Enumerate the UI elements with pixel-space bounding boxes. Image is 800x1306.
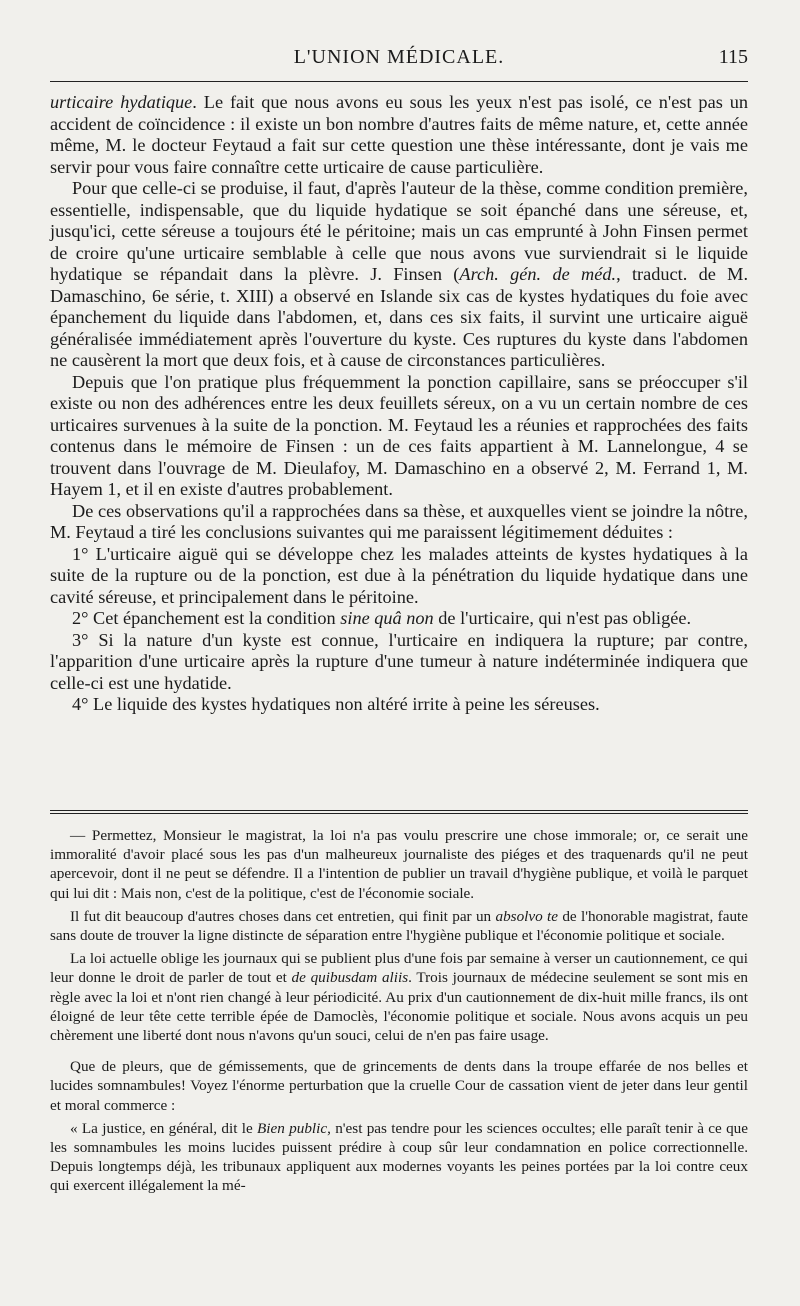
paragraph-text: de l'urticaire, qui n'est pas obligée.	[433, 608, 692, 628]
paragraph: De ces observations qu'il a rapprochées dans sa thèse, et auxquelles vient se joindre la nôtre, M. Feytaud a tiré les conclusions suivantes qui me paraissent légitimement déduites :	[50, 500, 748, 542]
conclusion-item	[50, 608, 748, 630]
feuilleton-paragraph: — Permettez, Monsieur le magistrat, la loi n'a pas voulu prescrire une chose immorale; or, ce serait une immoralité d'avoir placé sous les pas d'un malheureux journaliste des piéges et des traquenards qu'il ne peut apercevoir, dont il ne peut se défendre. Il a l'intention de publier un travail d'hygiène publique, et voilà le parquet qui lui dit : Mais non, c'est de la politique, c'est de l'économie sociale.	[50, 827, 748, 902]
page-header	[50, 0, 748, 80]
paragraph-text: Il fut dit beaucoup d'autres choses dans cet entretien, qui finit par un	[70, 907, 496, 925]
feuilleton-section	[50, 826, 748, 1200]
feuilleton-paragraph	[50, 1119, 748, 1196]
feuilleton-divider	[50, 810, 748, 814]
running-title: L'UNION MÉDICALE.	[293, 46, 505, 68]
main-article	[50, 92, 748, 716]
paragraph-text: de l'honorable magistrat, faute sans doute de trouver la ligne distincte de séparation entre l'hygiène publique et l'économie politique et sociale.	[50, 907, 749, 945]
paragraph	[50, 92, 748, 178]
paragraph-text: , n'est pas tendre pour les sciences occultes; elle paraît tenir à ce que les somnambules les moins lucides puissent prédire à coup sûr leur condamnation en police correctionnelle. Depuis longtemps déjà, les tribunaux appliquent aux modernes voyants les peines portées par la loi contre ceux qui exercent illégalement la mé-	[50, 1119, 749, 1195]
page-number: 115	[718, 46, 748, 68]
paragraph-text: Pour que celle-ci se produise, il faut, d'après l'auteur de la thèse, comme condition première, essentielle, indispensable, que du liquide hydatique se soit épanché dans une séreuse, et, jusqu'ici, cette séreuse a toujours été le péritoine; mais un cas emprunté à John Finsen permet de croire qu'une urticaire semblable à celle que nous avons vue surviendrait si le liquide hydatique se répandait dans la plèvre. J. Finsen (	[50, 178, 748, 284]
paragraph-text: , traduct. de M. Damaschino, 6e série, t. XIII) a observé en Islande six cas de kystes hydatiques du foie avec épanchement du liquide dans l'abdomen, et, dans ces six faits, il survint une urticaire aiguë généralisée immédiatement après l'ouverture du kyste. Ces ruptures du kyste dans l'abdomen ne causèrent la mort que deux fois, et à cause de circonstances particulières.	[50, 264, 749, 370]
paragraph-text: . Trois journaux de médecine seulement se sont mis en règle avec la loi et n'ont rien changé à leur périodicité. Au prix d'un cautionnement de dix-huit mille francs, ils ont éloigné de leur tête cette terrible épée de Damoclès, l'économie politique et sociale. Nous avons acquis un peu chèrement une liberté dont nous n'avons qu'un souci, celui de n'en pas faire usage.	[50, 969, 748, 1045]
paragraph-text: « La justice, en général, dit le	[70, 1119, 257, 1137]
feuilleton-paragraph: Que de pleurs, que de gémissements, que de grincements de dents dans la troupe effarée de nos belles et lucides somnambules! Voyez l'énorme perturbation que la cruelle Cour de cassation vient de jeter dans leur gentil et moral commerce :	[50, 1058, 748, 1114]
paragraph: Depuis que l'on pratique plus fréquemment la ponction capillaire, sans se préoccuper s'il existe ou non des adhérences entre les deux feuillets séreux, on a vu un certain nombre de ces urticaires survenues à la suite de la ponction. M. Feytaud les a réunies et rapprochées des faits contenus dans le mémoire de Finsen : un de ces faits appartient à M. Lannelongue, 4 se trouvent dans l'ouvrage de M. Dieulafoy, M. Damaschino en a observé 2, M. Ferrand 1, M. Hayem 1, et il en existe d'autres probablement.	[50, 371, 748, 499]
italic-phrase: urticaire hydatique	[50, 92, 193, 112]
header-rule	[50, 81, 748, 82]
feuilleton-paragraph	[50, 907, 748, 945]
paragraph-text: 2° Cet épanchement est la condition	[72, 608, 341, 628]
conclusion-item: 3° Si la nature d'un kyste est connue, l'urticaire en indiquera la rupture; par contre, l'apparition d'une urticaire après la rupture d'une tumeur à nature indéterminée indiquera que celle-ci est une hydatide.	[50, 629, 748, 693]
paragraph	[50, 178, 748, 372]
italic-phrase: sine quâ non	[340, 608, 434, 628]
conclusion-item: 1° L'urticaire aiguë qui se développe chez les malades atteints de kystes hydatiques à la suite de la rupture ou de la ponction, est due à la pénétration du liquide hydatique dans une cavité séreuse, et principalement dans le péritoine.	[50, 543, 748, 607]
paragraph-text: La loi actuelle oblige les journaux qui se publient plus d'une fois par semaine à verser un cautionnement, ce qui leur donne le droit de parler de tout et	[50, 950, 748, 987]
italic-citation: Arch. gén. de méd.	[459, 264, 617, 284]
feuilleton-paragraph	[50, 949, 748, 1045]
italic-phrase: Bien public	[257, 1119, 328, 1137]
italic-phrase: absolvo te	[495, 907, 559, 925]
paragraph-text: . Le fait que nous avons eu sous les yeux n'est pas isolé, ce n'est pas un accident de coïncidence : il existe un bon nombre d'autres faits de même nature, et, cette année même, M. le docteur Feytaud a fait sur cette question une thèse intéressante, dont je vais me servir pour vous faire connaître cette urticaire de cause particulière.	[50, 92, 748, 177]
italic-phrase: de quibusdam aliis	[291, 969, 409, 987]
conclusion-item: 4° Le liquide des kystes hydatiques non altéré irrite à peine les séreuses.	[72, 694, 600, 714]
